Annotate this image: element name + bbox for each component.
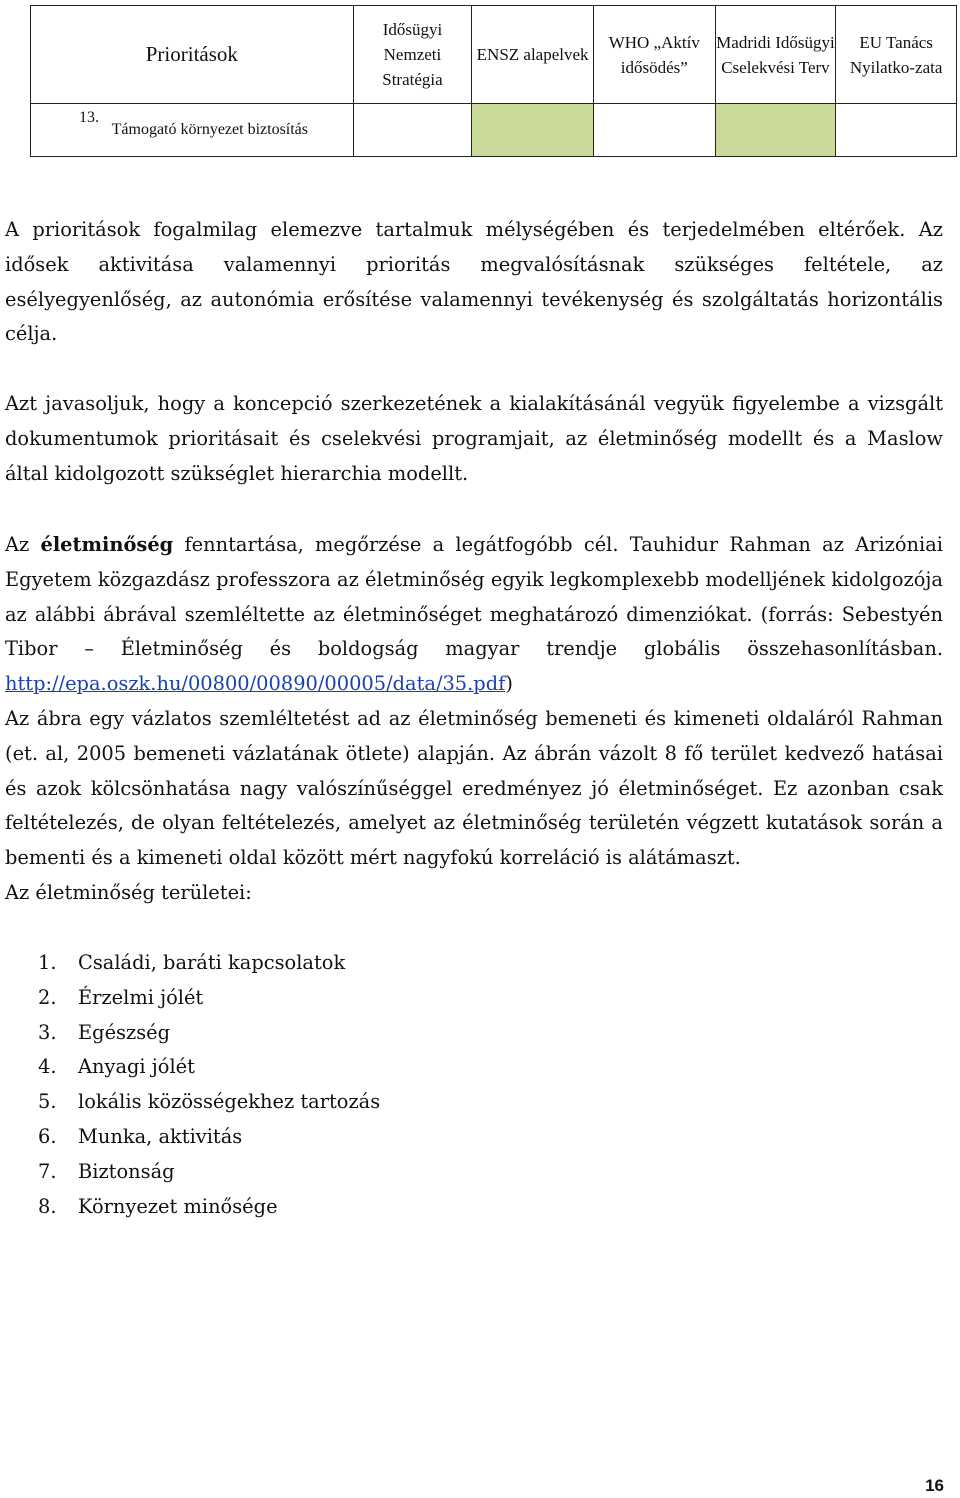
areas-list (5, 946, 380, 1224)
list-number: 8. (38, 1194, 57, 1218)
list-number: 4. (38, 1055, 57, 1079)
list-label: Munka, aktivitás (78, 1124, 243, 1148)
paragraph-quality-of-life (5, 528, 943, 911)
list-number: 1. (38, 951, 57, 974)
table-row (31, 104, 957, 157)
row-label: Támogató környezet biztosítás (111, 121, 309, 138)
page-number: 16 (925, 1476, 944, 1495)
list-number: 5. (38, 1090, 57, 1114)
areas-heading: Az életminőség területei: (5, 880, 252, 904)
row-number: 13. (79, 109, 99, 126)
header-col-2: ENSZ alapelvek (472, 6, 594, 104)
priorities-table (30, 5, 957, 157)
row-mark-cell (836, 104, 957, 157)
list-label: Biztonság (78, 1159, 175, 1183)
paragraph-3 (5, 528, 943, 702)
list-number: 2. (38, 985, 57, 1009)
p3-pre: Az (5, 533, 41, 556)
list-item (5, 1016, 380, 1051)
table-header-row (31, 6, 957, 104)
list-item (5, 981, 380, 1016)
list-label: Környezet minősége (78, 1194, 278, 1218)
paragraph-priorities (5, 213, 943, 352)
header-col-1: Idősügyi Nemzeti Stratégia (353, 6, 472, 104)
header-col-4: Madridi Idősügyi Cselekvési Terv (715, 6, 836, 104)
list-label: lokális közösségekhez tartozás (78, 1090, 381, 1114)
list-item (5, 1190, 380, 1225)
p3-post: ) (505, 672, 513, 696)
paragraph-4: Az ábra egy vázlatos szemléltetést ad az életminőség bemeneti és kimeneti oldaláról Rahman (et. al, 2005 bemeneti vázlatának ötlete) alapján. Az ábrán vázolt 8 fő terület kedvező hatásai és azok kölcsönhatása nagy valószínűséggel eredményez jó életminőséget. Ez azonban csak feltételezés, de olyan feltételezés, amelyet az életminőség területén végzett kutatások során a bementi és a kimeneti oldal között mért nagyfokú korreláció is alátámaszt. (5, 706, 943, 870)
p3-bold: életminőség (40, 533, 174, 556)
list-item (5, 1120, 380, 1155)
row-mark-cell-filled (472, 104, 594, 157)
header-col-5: EU Tanács Nyilatko-zata (836, 6, 957, 104)
p3-mid: fenntartása, megőrzése a legátfogóbb cél. Tauhidur Rahman az Arizóniai Egyetem közgazdász professzora az életminőség egyik legkomplexebb modelljének kidolgozója az alábbi ábrával szemléltette az életminőséget meghatározó dimenziókat. (forrás: Sebestyén Tibor – Életminőség és boldogság magyar trendje globális összehasonlításban. (5, 533, 944, 661)
list-label: Családi, baráti kapcsolatok (78, 951, 346, 974)
list-label: Anyagi jólét (78, 1055, 195, 1079)
paragraph-proposal (5, 387, 943, 491)
paragraph-1: A prioritások fogalmilag elemezve tartalmuk mélységében és terjedelmében eltérőek. Az idősek aktivitása valamennyi prioritás megvalósításnak szükséges feltétele, az esélyegyenlőség, az autonómia erősítése valamennyi tevékenység és szolgáltatás horizontális célja. (5, 218, 943, 346)
list-number: 7. (38, 1159, 57, 1183)
list-label: Egészség (78, 1020, 171, 1044)
paragraph-2: Azt javasoljuk, hogy a koncepció szerkezetének a kialakításánál vegyük figyelembe a vizsgált dokumentumok prioritásait és cselekvési programjait, az életminőség modellt és a Maslow által kidolgozott szükséglet hierarchia modellt. (5, 392, 943, 485)
list-number: 6. (38, 1124, 57, 1148)
row-mark-cell-filled (715, 104, 836, 157)
header-priorities: Prioritások (31, 6, 354, 104)
list-item (5, 1085, 380, 1120)
row-mark-cell (353, 104, 472, 157)
list-item (5, 1155, 380, 1190)
list-item (5, 1050, 380, 1085)
list-label: Érzelmi jólét (78, 985, 204, 1009)
row-mark-cell (593, 104, 715, 157)
source-link[interactable]: http://epa.oszk.hu/00800/00890/00005/data/35.pdf (5, 672, 506, 696)
row-label-cell (31, 104, 354, 157)
list-item (5, 946, 380, 981)
header-col-3: WHO „Aktív idősödés” (593, 6, 715, 104)
list-number: 3. (38, 1020, 57, 1044)
